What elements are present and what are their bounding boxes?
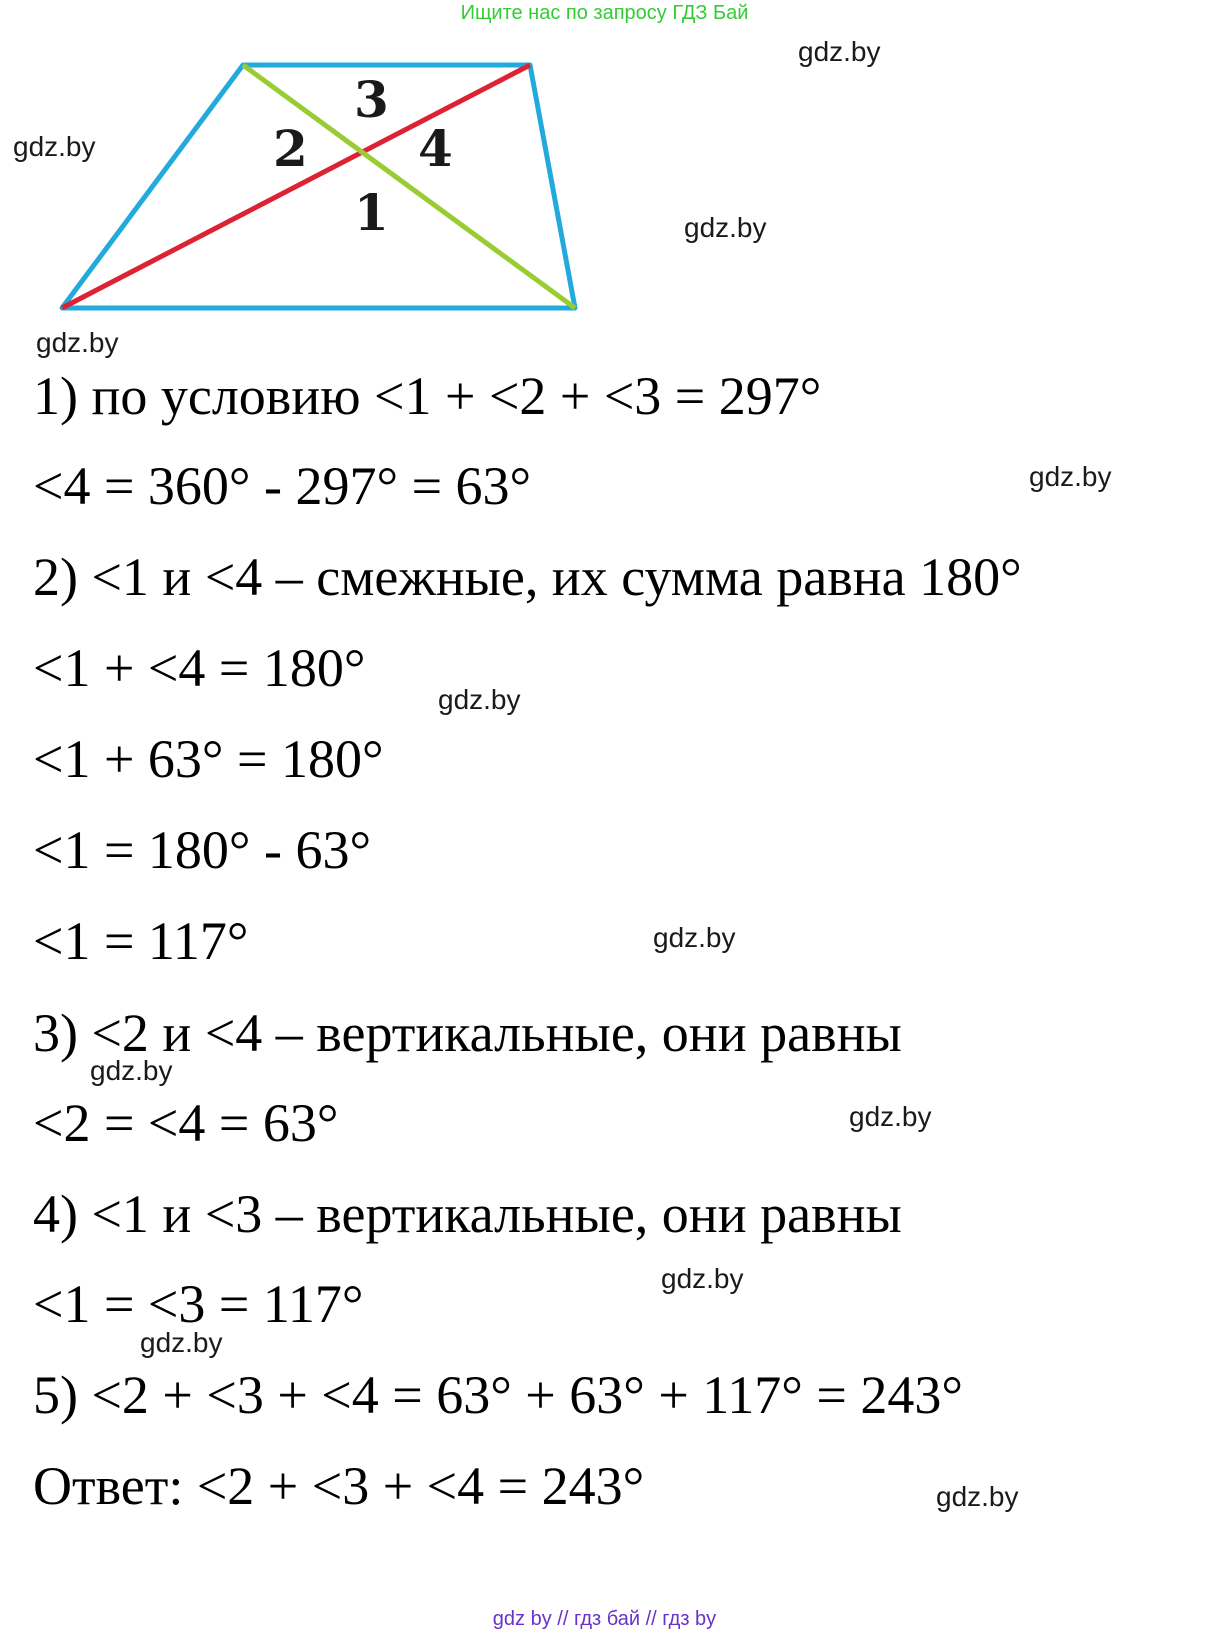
watermark: gdz.by xyxy=(684,212,767,243)
angle-label-1: 1 xyxy=(354,183,389,242)
watermark: gdz.by xyxy=(661,1263,744,1294)
trapezoid-figure xyxy=(0,0,620,330)
watermark: gdz.by xyxy=(13,131,96,162)
watermark: gdz.by xyxy=(90,1055,173,1086)
watermark: gdz.by xyxy=(140,1327,223,1358)
watermark: gdz.by xyxy=(849,1101,932,1132)
watermark: gdz.by xyxy=(1029,461,1112,492)
solution-line-9: <2 = <4 = 63° xyxy=(33,1093,339,1153)
footer-links[interactable]: gdz by // гдз бай // гдз by xyxy=(492,1608,717,1630)
answer-line: Ответ: <2 + <3 + <4 = 243° xyxy=(33,1456,645,1516)
angle-label-4: 4 xyxy=(418,119,453,178)
watermark: gdz.by xyxy=(653,922,736,953)
trapezoid-outline xyxy=(62,65,575,308)
watermark: gdz.by xyxy=(936,1481,1019,1512)
solution-line-1: 1) по условию <1 + <2 + <3 = 297° xyxy=(33,366,822,426)
solution-line-5: <1 + 63° = 180° xyxy=(33,729,384,789)
watermark: gdz.by xyxy=(798,36,881,67)
solution-line-11: <1 = <3 = 117° xyxy=(33,1274,364,1334)
solution-line-4: <1 + <4 = 180° xyxy=(33,638,366,698)
angle-label-3: 3 xyxy=(354,70,389,129)
solution-line-7: <1 = 117° xyxy=(33,911,249,971)
solution-line-3: 2) <1 и <4 – смежные, их сумма равна 180° xyxy=(33,547,1022,607)
solution-line-2: <4 = 360° - 297° = 63° xyxy=(33,456,532,516)
solution-line-8: 3) <2 и <4 – вертикальные, они равны xyxy=(33,1003,902,1063)
angle-label-2: 2 xyxy=(273,119,308,178)
search-hint: Ищите нас по запросу ГДЗ Бай xyxy=(460,2,749,24)
watermark: gdz.by xyxy=(438,684,521,715)
solution-line-12: 5) <2 + <3 + <4 = 63° + 63° + 117° = 243° xyxy=(33,1365,963,1425)
solution-line-10: 4) <1 и <3 – вертикальные, они равны xyxy=(33,1184,902,1244)
watermark: gdz.by xyxy=(36,327,119,358)
solution-line-6: <1 = 180° - 63° xyxy=(33,820,372,880)
